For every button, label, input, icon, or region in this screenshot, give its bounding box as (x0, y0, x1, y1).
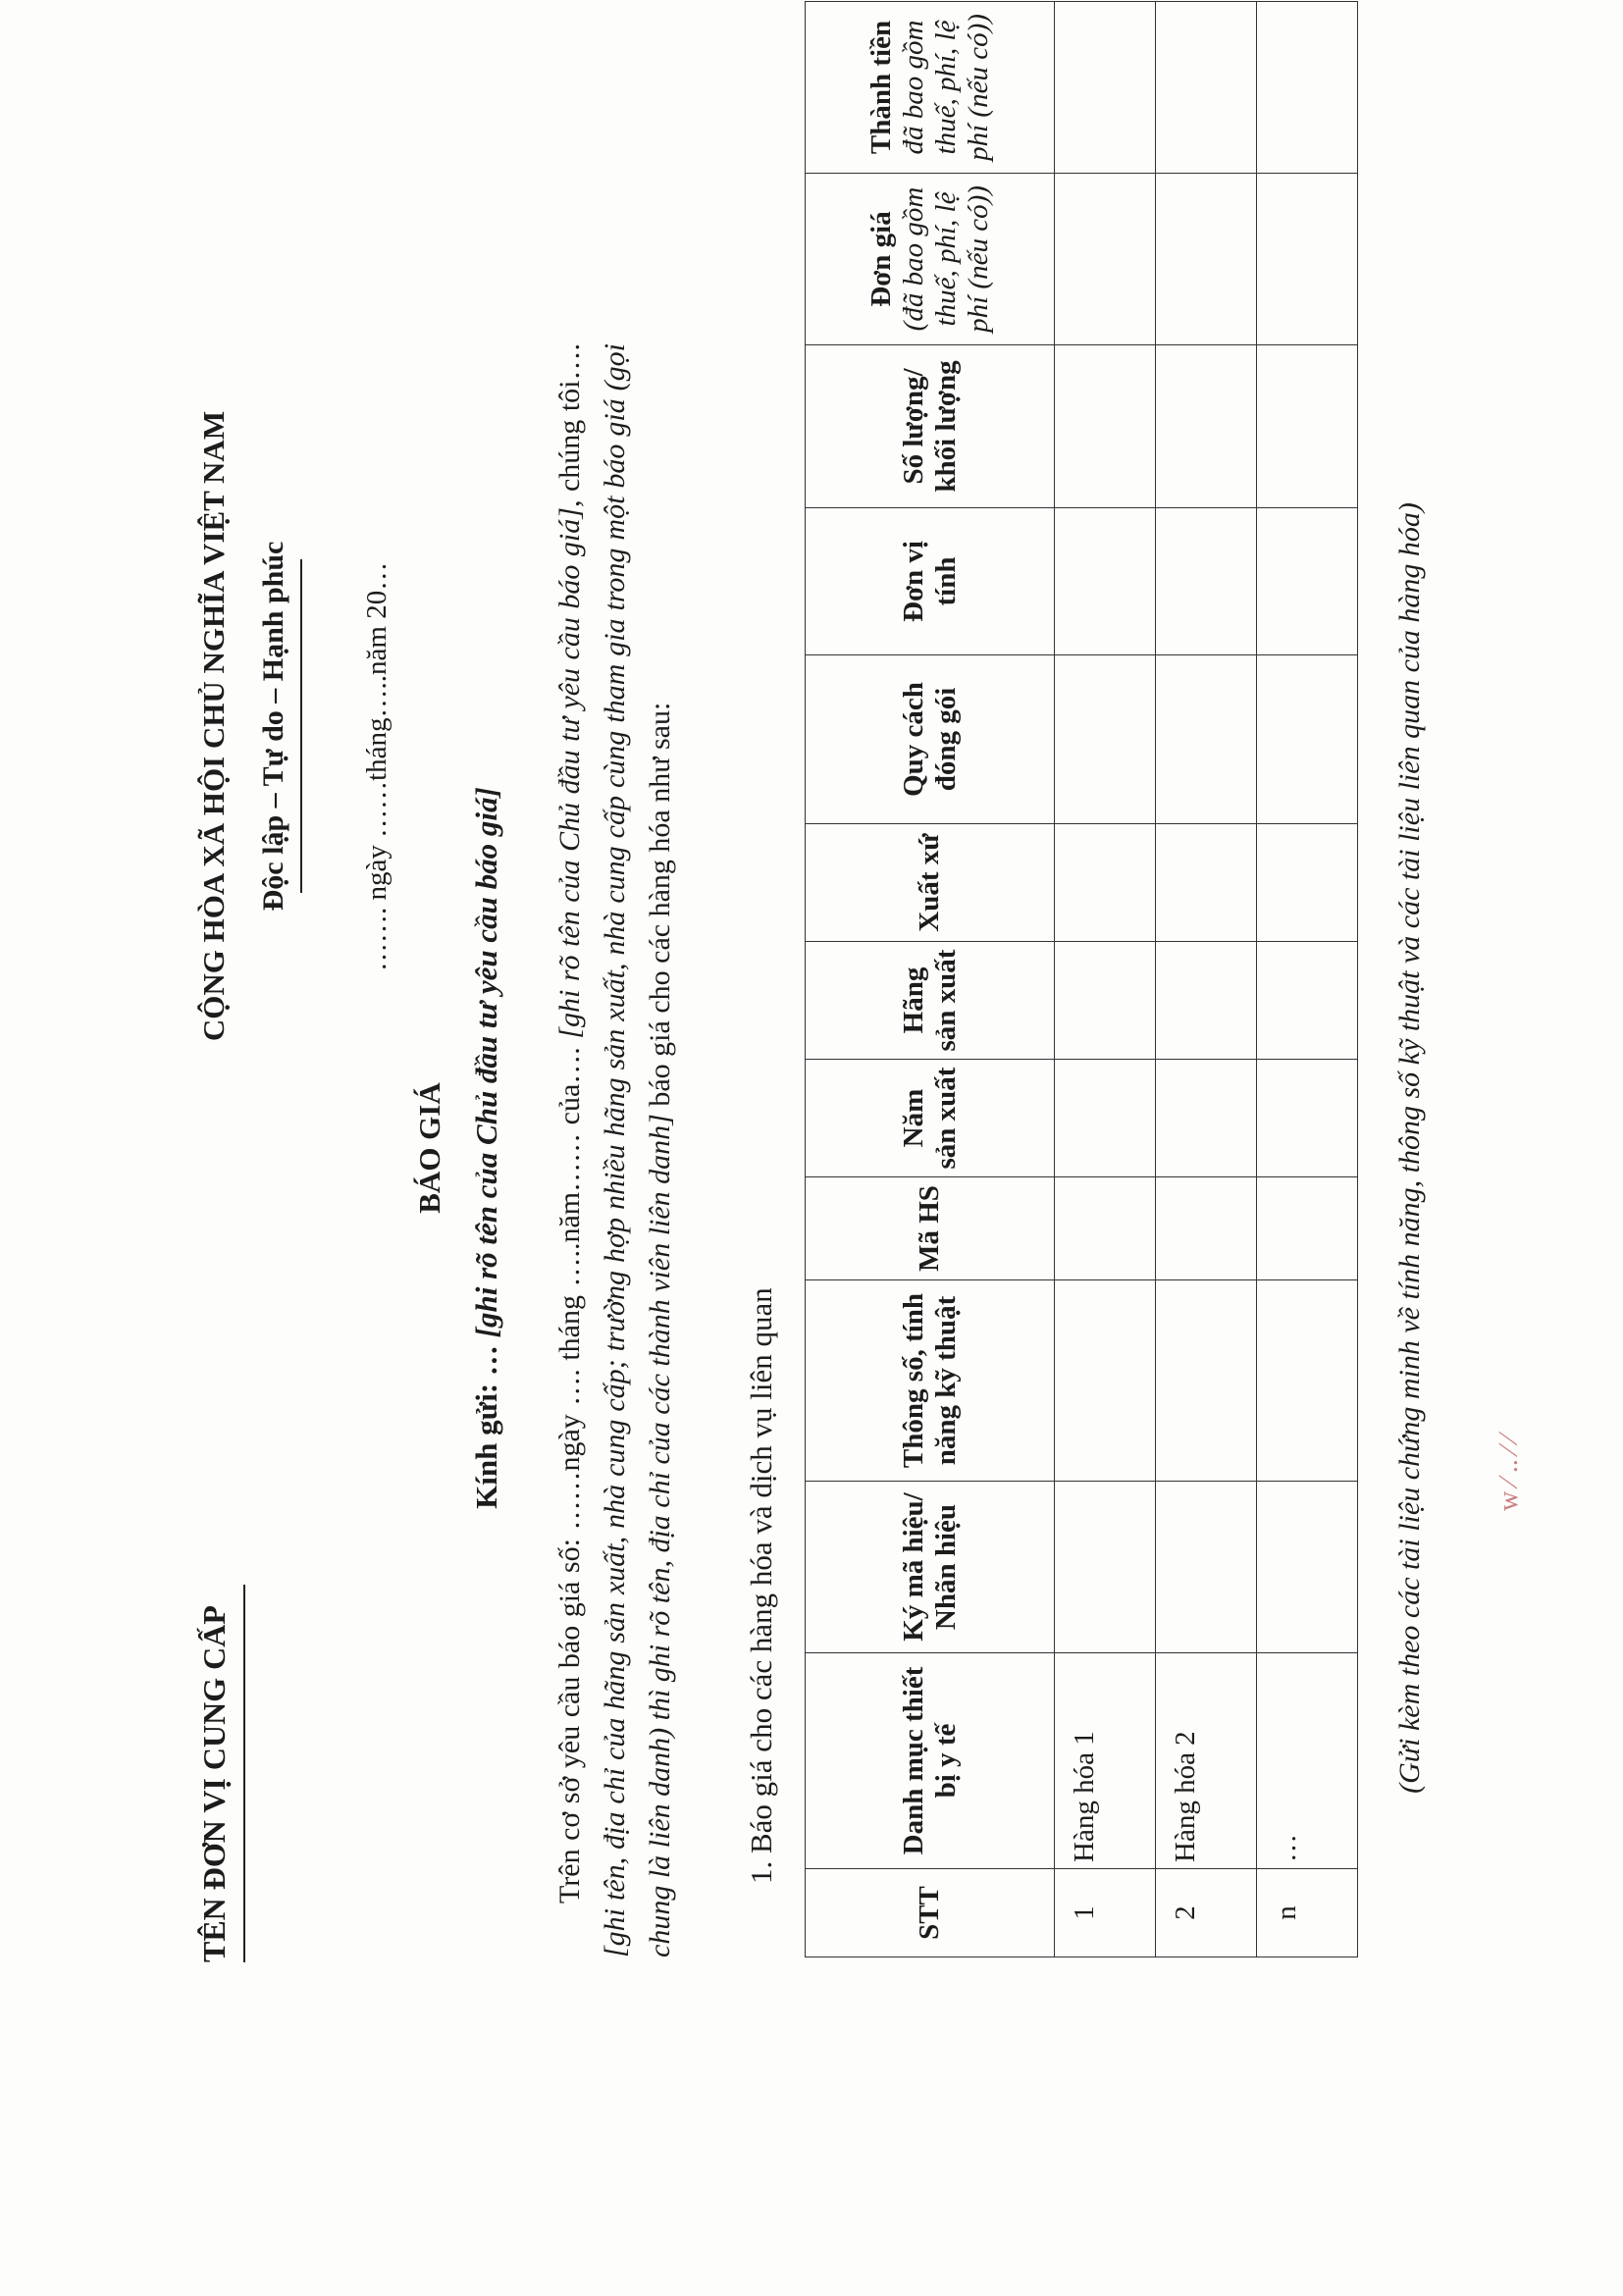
intro-paragraph (548, 343, 683, 1957)
row-stt: 1 (1055, 1869, 1156, 1957)
recipient-prefix: Kính gửi: … (469, 1337, 503, 1509)
stray-pen-mark: w ∕ .. ∕ ∕ (1493, 1435, 1524, 1511)
header-hs-code: Mã HS (806, 1177, 1055, 1280)
row-item: … (1257, 1653, 1358, 1869)
header-unit-price: Đơn giá (đã bao gồm thuế, phí, lệ phí (nếu có)) (806, 174, 1055, 345)
supplier-name: TÊN ĐƠN VỊ CUNG CẤP (196, 1605, 232, 1962)
header-unit: Đơn vị tính (806, 508, 1055, 655)
footnote: (Gửi kèm theo các tài liệu chứng minh về tính năng, thông số kỹ thuật và các tài liệu liên quan của hàng hóa) (1393, 502, 1426, 1794)
row-stt: n (1257, 1869, 1358, 1957)
header-packaging: Quy cách đóng gói (806, 655, 1055, 824)
intro-text-3: báo giá cho các hàng hóa như sau: (644, 702, 676, 1115)
quotation-table (805, 1, 1358, 1957)
header-origin: Xuất xứ (806, 824, 1055, 942)
nation-header: CỘNG HÒA XÃ HỘI CHỦ NGHĨA VIỆT NAM (196, 410, 231, 1042)
header-total: Thành tiền đã bao gồm thuế, phí, lệ phí (nếu có)) (806, 2, 1055, 174)
unit-price-note: (đã bao gồm thuế, phí, lệ phí (nếu có)) (897, 185, 994, 333)
header-stt: STT (806, 1869, 1055, 1957)
header-quantity: Số lượng/ khối lượng (806, 345, 1055, 508)
header-specifications: Thông số, tính năng kỹ thuật (806, 1280, 1055, 1482)
intro-text-2: , chúng tôi…. (553, 343, 586, 508)
intro-supplier-placeholder: [ghi tên, địa chỉ của hãng sản xuất, nhà cung cấp; trường hợp nhiều hãng sản xuất, nhà cung cấp cùng tham gia trong một báo giá (gọi chung là liên danh) thì ghi rõ tên, địa chỉ của các thành viên liên danh] (599, 343, 676, 1957)
row-stt: 2 (1156, 1869, 1257, 1957)
intro-requester-placeholder: [ghi rõ tên của Chủ đầu tư yêu cầu báo giá] (553, 507, 586, 1039)
motto: Độc lập – Tự do – Hạnh phúc (257, 541, 289, 912)
table-header-row (806, 2, 1055, 1957)
recipient-line (469, 0, 504, 2296)
date-line: ……. ngày ……tháng…..năm 20… (361, 561, 393, 971)
supplier-underline (243, 1585, 245, 1962)
table-row (1257, 2, 1358, 1957)
document-title: BÁO GIÁ (412, 1082, 446, 1214)
motto-underline (300, 559, 302, 893)
table-row (1156, 2, 1257, 1957)
header-model-brand: Ký mã hiệu/ Nhãn hiệu (806, 1482, 1055, 1653)
table-row (1055, 2, 1156, 1957)
total-note: đã bao gồm thuế, phí, lệ phí (nếu có)) (897, 14, 994, 161)
row-item: Hàng hóa 1 (1055, 1653, 1156, 1869)
header-year: Năm sản xuất (806, 1060, 1055, 1177)
section-heading: 1. Báo giá cho các hàng hóa và dịch vụ liên quan (744, 1287, 778, 1884)
header-item-list: Danh mục thiết bị y tế (806, 1653, 1055, 1869)
header-manufacturer: Hãng sản xuất (806, 942, 1055, 1060)
intro-text-1: Trên cơ sở yêu cầu báo giá số: ……ngày …. tháng …..năm…… của…. (553, 1038, 586, 1904)
recipient-placeholder: [ghi rõ tên của Chủ đầu tư yêu cầu báo giá] (469, 787, 503, 1338)
row-item: Hàng hóa 2 (1156, 1653, 1257, 1869)
